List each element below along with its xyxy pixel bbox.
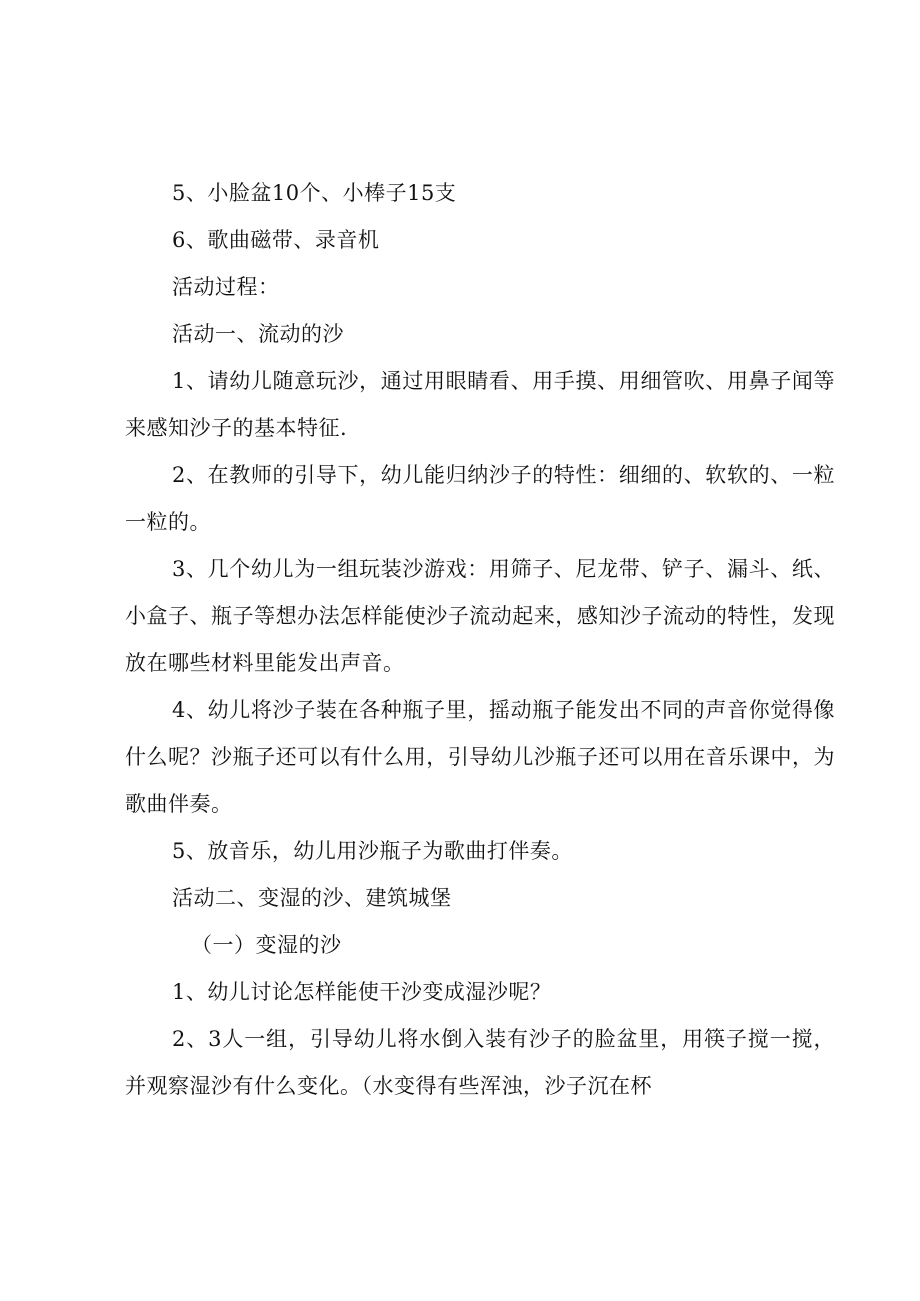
activity-one-step-4: 4、幼儿将沙子装在各种瓶子里，摇动瓶子能发出不同的声音你觉得像什么呢？沙瓶子还可以有什么用，引导幼儿沙瓶子还可以用在音乐课中，为歌曲伴奏。 [125, 698, 835, 816]
activity-one-step-3: 3、几个幼儿为一组玩装沙游戏：用筛子、尼龙带、铲子、漏斗、纸、小盒子、瓶子等想办法怎样能使沙子流动起来，感知沙子流动的特性，发现放在哪些材料里能发出声音。 [125, 557, 835, 675]
activity-two-subheading: （一）变湿的沙 [191, 933, 342, 957]
activity-one-step-1: 1、请幼儿随意玩沙，通过用眼睛看、用手摸、用细管吹、用鼻子闻等来感知沙子的基本特征. [125, 369, 835, 440]
activity-one-step-5: 5、放音乐，幼儿用沙瓶子为歌曲打伴奏。 [172, 839, 573, 863]
material-item-5: 5、小脸盆10个、小棒子15支 [172, 181, 457, 205]
activity-two-step-2: 2、3人一组，引导幼儿将水倒入装有沙子的脸盆里，用筷子搅一搅，并观察湿沙有什么变化。（水变得有些浑浊，沙子沉在杯 [125, 1027, 835, 1098]
activity-one-heading: 活动一、流动的沙 [172, 322, 344, 346]
activity-two-step-1: 1、幼儿讨论怎样能使干沙变成湿沙呢？ [172, 980, 552, 1004]
material-item-6: 6、歌曲磁带、录音机 [172, 228, 380, 252]
activity-one-step-2: 2、在教师的引导下，幼儿能归纳沙子的特性：细细的、软软的、一粒一粒的。 [125, 463, 835, 534]
section-heading-process: 活动过程： [172, 275, 280, 299]
activity-two-heading: 活动二、变湿的沙、建筑城堡 [172, 886, 452, 910]
document-body [125, 170, 835, 1110]
